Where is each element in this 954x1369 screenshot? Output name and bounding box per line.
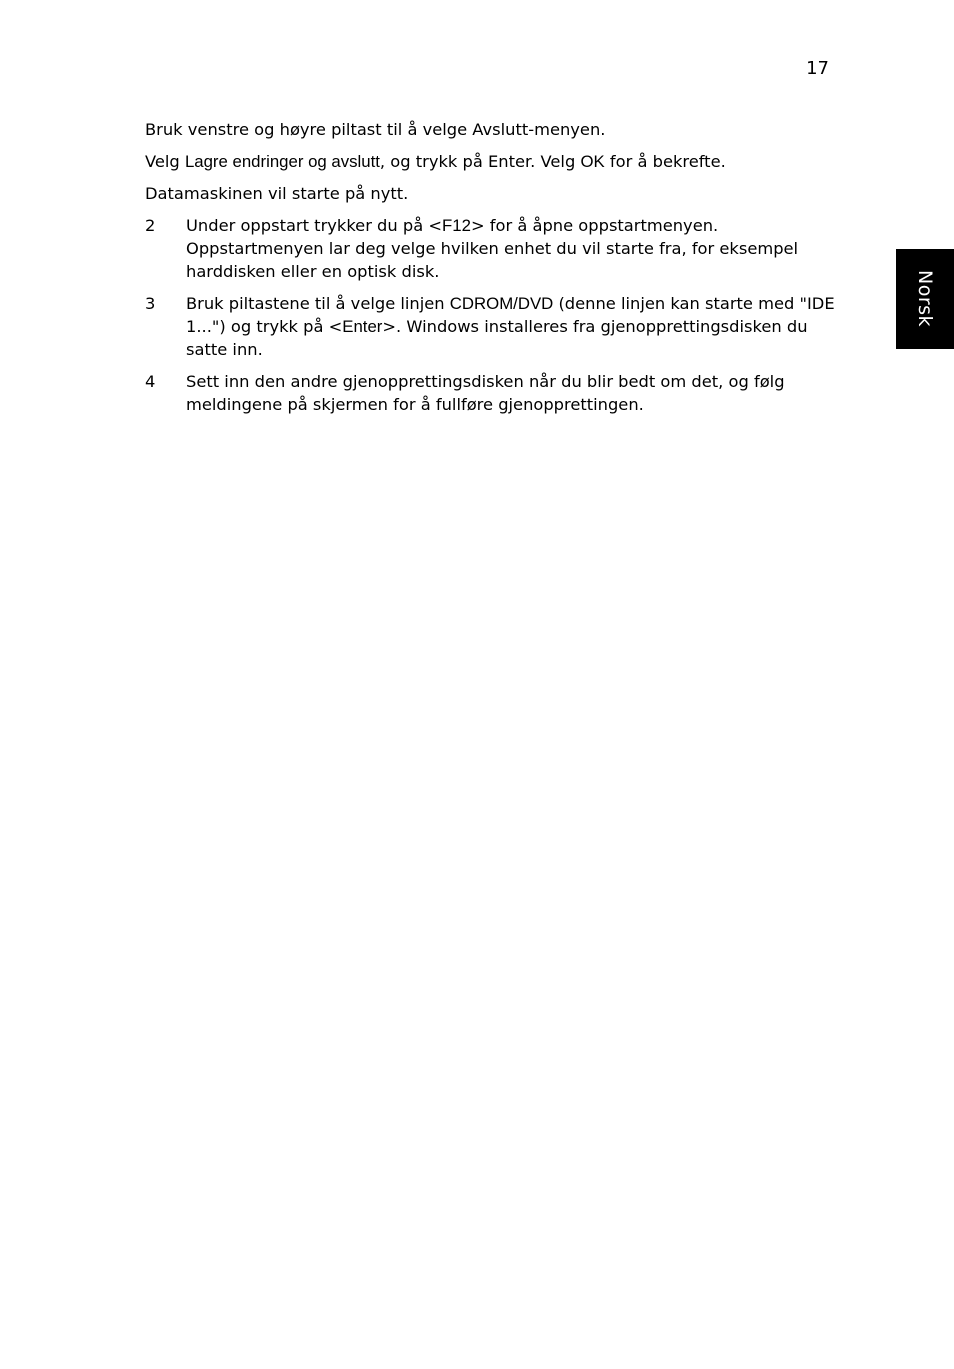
text-segment: > for å åpne oppstartmenyen. Oppstartmenyen lar deg velge hvilken enhet du vil starte fra, for eksempel harddisken eller en optisk disk. <box>186 216 799 281</box>
ui-term-cdrom-dvd: CDROM/DVD <box>449 294 554 313</box>
paragraph-restart: Datamaskinen vil starte på nytt. <box>145 184 409 203</box>
ui-term-enter: Enter <box>342 317 383 336</box>
page-number: 17 <box>806 58 829 79</box>
text-segment: Sett inn den andre gjenopprettingsdisken når du blir bedt om det, og følg meldingene på skjermen for å fullføre gjenopprettingen. <box>186 372 785 414</box>
text-segment: , og trykk på Enter. Velg <box>379 152 581 171</box>
language-tab-label: Norsk <box>914 270 936 328</box>
text-segment: >. Windows installeres fra gjenopprettingsdisken du satte inn. <box>186 317 808 359</box>
text-segment: Under oppstart trykker du på < <box>186 216 443 235</box>
text-segment: (denne linjen kan starte med "IDE 1...") og trykk på < <box>186 294 835 336</box>
step-4 <box>145 370 835 416</box>
text-segment: for å bekrefte. <box>604 152 726 171</box>
text-segment: Bruk piltastene til å velge linjen <box>186 294 450 313</box>
ui-term-ok: OK <box>580 152 605 171</box>
ui-term-save-exit: Lagre endringer og avslutt <box>184 152 380 171</box>
step-number: 4 <box>145 372 156 391</box>
ui-term-f12: F12 <box>442 216 471 235</box>
language-tab <box>896 249 954 349</box>
paragraph-exit-menu: Bruk venstre og høyre piltast til å velge Avslutt-menyen. <box>145 120 606 139</box>
step-3 <box>145 292 835 361</box>
document-body <box>145 118 835 425</box>
step-number: 2 <box>145 216 156 235</box>
paragraph-save-changes <box>145 150 835 173</box>
text-segment: Velg <box>145 152 185 171</box>
step-2 <box>145 214 835 283</box>
step-number: 3 <box>145 294 156 313</box>
